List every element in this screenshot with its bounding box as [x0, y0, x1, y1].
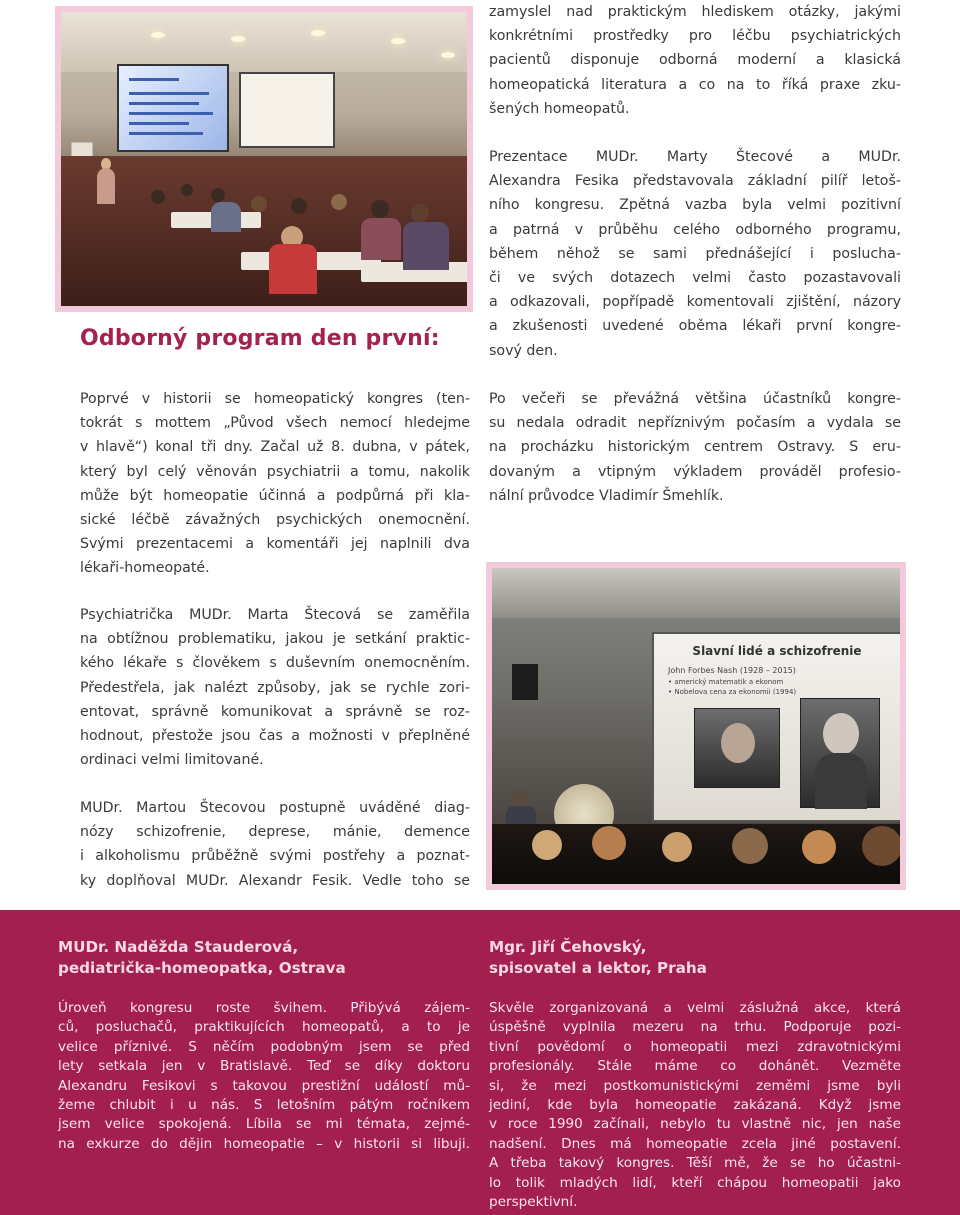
poprve-paragraph — [80, 387, 470, 581]
text-line: na exkurze do dějin homeopatie – v historii si libuji. — [58, 1135, 470, 1152]
text-line: úspěšně vyplnila mezeru na trhu. Podporuje pozi- — [489, 1019, 901, 1036]
text-line: velice příznivé. S něčím podobným jsem se před — [58, 1038, 470, 1055]
text-line: který byl celý věnován psychiatrii a tomu, nakolik — [80, 463, 470, 480]
text-line: profesionály. Stále máme co dohánět. Vezměte — [489, 1058, 901, 1075]
text-line: konkrétními prostředky pro léčbu psychiatrických — [489, 28, 901, 45]
text-line: si, že mezi postkomunistickými zeměmi jsme byli — [489, 1077, 901, 1094]
testimonials-footer — [0, 910, 960, 1215]
intro-paragraph — [489, 0, 901, 121]
text-line: nózy schizofrenie, deprese, mánie, demence — [80, 824, 470, 841]
text-line: Úroveň kongresu roste švihem. Přibývá zájem- — [58, 1000, 470, 1016]
text-line: či ve svých dotazech velmi často pozastavovali — [489, 270, 901, 287]
text-line: lo tolik mladých lidí, kteří chápou homeopatii jako — [489, 1174, 901, 1191]
presentation-photo — [486, 562, 906, 890]
testimonial-author — [489, 937, 909, 979]
text-line: nální průvodce Vladimír Šmehlík. — [489, 487, 724, 504]
text-line: Po večeři se převážná většina účastníků kongre- — [489, 391, 901, 407]
text-line: dovaným a vtipným výkladem prováděl profesio- — [489, 463, 901, 480]
text-line: lékaři-homeopaté. — [80, 560, 210, 577]
testimonial-text — [489, 999, 901, 1212]
text-line: Poprvé v historii se homeopatický kongres (ten- — [80, 391, 470, 407]
mudr-paragraph — [80, 796, 470, 893]
text-line: a patrná v průběhu celého odborného programu, — [489, 221, 901, 238]
text-line: žeme chlubit i u nás. S letošním pátým ročníkem — [58, 1097, 470, 1114]
text-line: Skvěle zorganizovaná a velmi záslužná akce, která — [489, 1000, 901, 1016]
author-role: spisovatel a lektor, Praha — [489, 959, 707, 977]
text-line: Psychiatrička MUDr. Marta Štecová se zaměřila — [80, 607, 470, 623]
text-line: Alexandru Fesikovi s takovou prestižní událostí mů- — [58, 1077, 470, 1094]
author-role: pediatrička-homeopatka, Ostrava — [58, 959, 346, 977]
text-line: v roce 1990 začínali, nebylo tu vlastně nic, jen naše — [489, 1116, 901, 1133]
slide-line: • Nobelova cena za ekonomii (1994) — [668, 688, 797, 696]
slide-line: John Forbes Nash (1928 – 2015) — [668, 666, 796, 675]
psychiatricka-paragraph — [80, 603, 470, 772]
slide-title: Slavní lidé a schizofrenie — [692, 644, 862, 658]
text-line: ordinaci velmi limitované. — [80, 752, 264, 769]
text-line: sový den. — [489, 342, 558, 359]
text-line: tivní povědomí o homeopatii mezi zdravotnickými — [489, 1038, 901, 1055]
conference-room-photo — [55, 6, 473, 312]
text-line: tokrát s mottem „Původ všech nemocí hledejme — [80, 415, 470, 432]
text-line: zamyslel nad praktickým hlediskem otázky, jakými — [489, 4, 901, 20]
text-line: ního kongresu. Zpětná vazba byla velmi pozitivní — [489, 197, 901, 214]
text-line: nadšení. Dnes má homeopatie zcela jiné postavení. — [489, 1135, 901, 1152]
text-line: a odkazovali, popřípadě komentovali zjištění, názory — [489, 294, 901, 311]
text-line: ců, posluchačů, praktikujících homeopatů, a to je — [58, 1019, 470, 1036]
text-line: entovat, správně komunikovat a správně se roz- — [80, 703, 470, 720]
slide-line: • americký matematik a ekonom — [668, 678, 784, 686]
portrait-image — [800, 698, 880, 808]
vecer-paragraph — [489, 387, 901, 508]
text-line: během něhož se sami přednášející i poslucha- — [489, 245, 901, 262]
portrait-image — [694, 708, 780, 788]
conference-room-image — [61, 12, 467, 306]
testimonial-text — [58, 999, 470, 1154]
text-line: jediní, kde byla homeopatie zakázaná. Když jsme — [489, 1097, 901, 1114]
text-line: lety setkala jen v Bratislavě. Teď se díky doktoru — [58, 1058, 470, 1075]
testimonial-author — [58, 937, 458, 979]
text-line: na procházku historickým centrem Ostravy. S eru- — [489, 439, 901, 456]
text-line: MUDr. Martou Štecovou postupně uváděné diag- — [80, 800, 470, 816]
author-name: MUDr. Naděžda Stauderová, — [58, 938, 299, 956]
section-heading: Odborný program den první: — [80, 326, 440, 351]
presentation-image — [492, 568, 900, 884]
text-line: perspektivní. — [489, 1194, 578, 1211]
text-line: Prezentace MUDr. Marty Štecové a MUDr. — [489, 149, 901, 165]
text-line: šených homeopatů. — [489, 100, 630, 117]
text-line: i alkoholismu průběžně svými postřehy a poznat- — [80, 848, 470, 865]
text-line: hodnout, přestože jsou čas a možnosti v přeplněné — [80, 728, 470, 745]
text-line: sické léčbě závažných psychických onemocnění. — [80, 512, 470, 529]
text-line: su nedala odradit nepříznivým počasím a vydala se — [489, 415, 901, 432]
text-line: ky doplňoval MUDr. Alexandr Fesik. Vedle toho se — [80, 872, 470, 889]
text-line: Předestřela, jak nalézt způsoby, jak se rychle zori- — [80, 679, 470, 696]
text-line: na obtížnou problematiku, jakou je setkání praktic- — [80, 631, 470, 648]
text-line: v hlavě“) konal tři dny. Začal už 8. dubna, v pátek, — [80, 439, 470, 456]
projection-screen — [652, 632, 900, 822]
text-line: kého lékaře s člověkem s duševním onemocněním. — [80, 655, 470, 672]
author-name: Mgr. Jiří Čehovský, — [489, 938, 647, 956]
text-line: A třeba takový kongres. Těší mě, že se ho účastni- — [489, 1155, 901, 1172]
text-line: a zkušenosti uvedené oběma lékaři první kongre- — [489, 318, 901, 335]
text-line: může být homeopatie účinná a podpůrná při kla- — [80, 487, 470, 504]
text-line: homeopatická literatura a co na to říká praxe zku- — [489, 76, 901, 93]
text-line: Svými prezentacemi a komentáři jej naplnili dva — [80, 536, 470, 553]
prezentace-paragraph — [489, 145, 901, 363]
text-line: Alexandra Fesika představovala základní pilíř letoš- — [489, 173, 901, 190]
text-line: pacientů disponuje odborná moderní a klasická — [489, 52, 901, 69]
text-line: jsem velice spokojená. Líbila se mi témata, zejmé- — [58, 1116, 470, 1133]
